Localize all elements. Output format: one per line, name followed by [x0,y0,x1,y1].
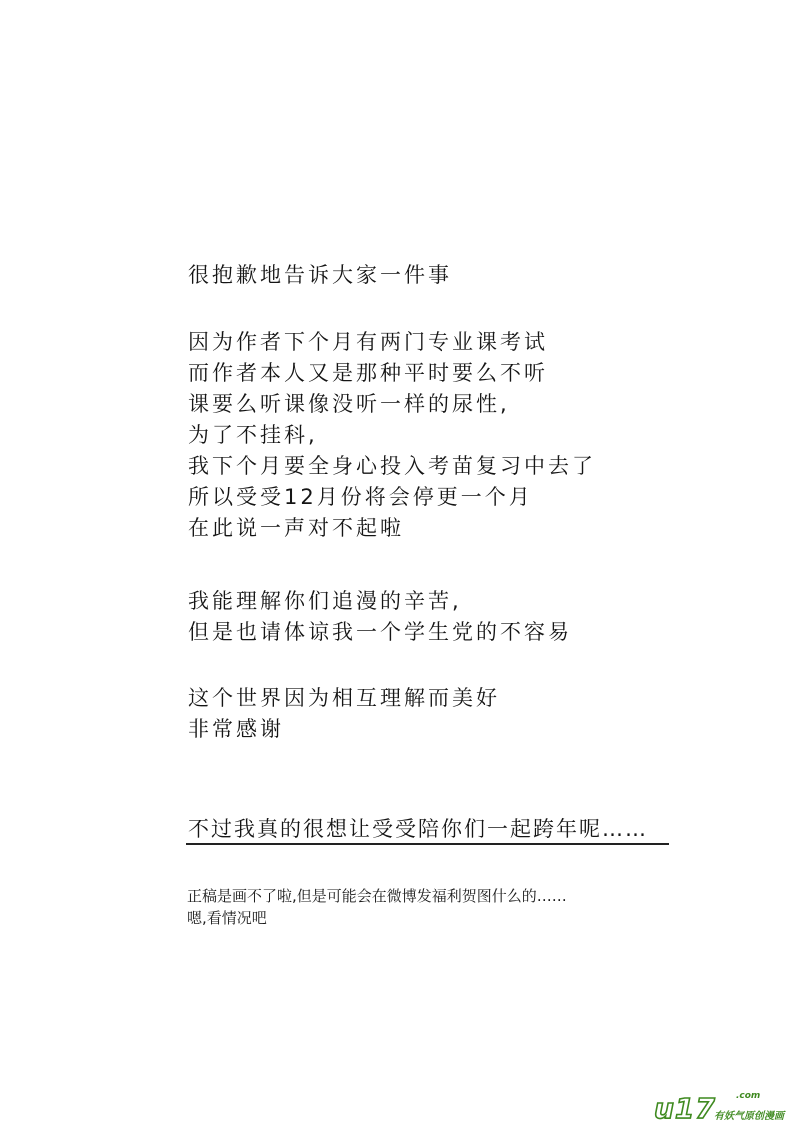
message-line: 在此说一声对不起啦 [188,516,404,540]
paragraph-thanks [188,683,500,745]
message-line: 但是也请体谅我一个学生党的不容易 [188,620,572,644]
logo-domain: .com [736,1091,761,1101]
footnote-line: 嗯,看情况吧 [187,909,267,927]
message-line: 所以受受12月份将会停更一个月 [188,485,533,509]
message-line: 我下个月要全身心投入考苗复习中去了 [188,454,596,478]
message-line: 很抱歉地告诉大家一件事 [188,263,452,287]
wish-line [188,814,668,845]
wish-underline [186,843,669,845]
wish-text: 不过我真的很想让受受陪你们一起跨年呢…… [188,817,648,841]
paragraph-understanding [188,586,572,648]
footnote [187,885,567,929]
message-line: 而作者本人又是那种平时要么不听 [188,361,548,385]
footnote-line: 正稿是画不了啦,但是可能会在微博发福利贺图什么的…… [187,887,567,905]
message-line: 这个世界因为相互理解而美好 [188,686,500,710]
logo-wordmark: u17 [654,1092,716,1125]
intro-line [188,260,452,291]
message-line: 为了不挂科, [188,423,318,447]
message-line: 我能理解你们追漫的辛苦, [188,589,462,613]
u17-watermark-logo [654,1091,794,1125]
message-line: 非常感谢 [188,717,284,741]
message-line: 课要么听课像没听一样的尿性, [188,392,510,416]
logo-slogan: 有妖气原创漫画 [714,1111,784,1122]
paragraph-exam-notice [188,327,596,544]
message-line: 因为作者下个月有两门专业课考试 [188,330,548,354]
